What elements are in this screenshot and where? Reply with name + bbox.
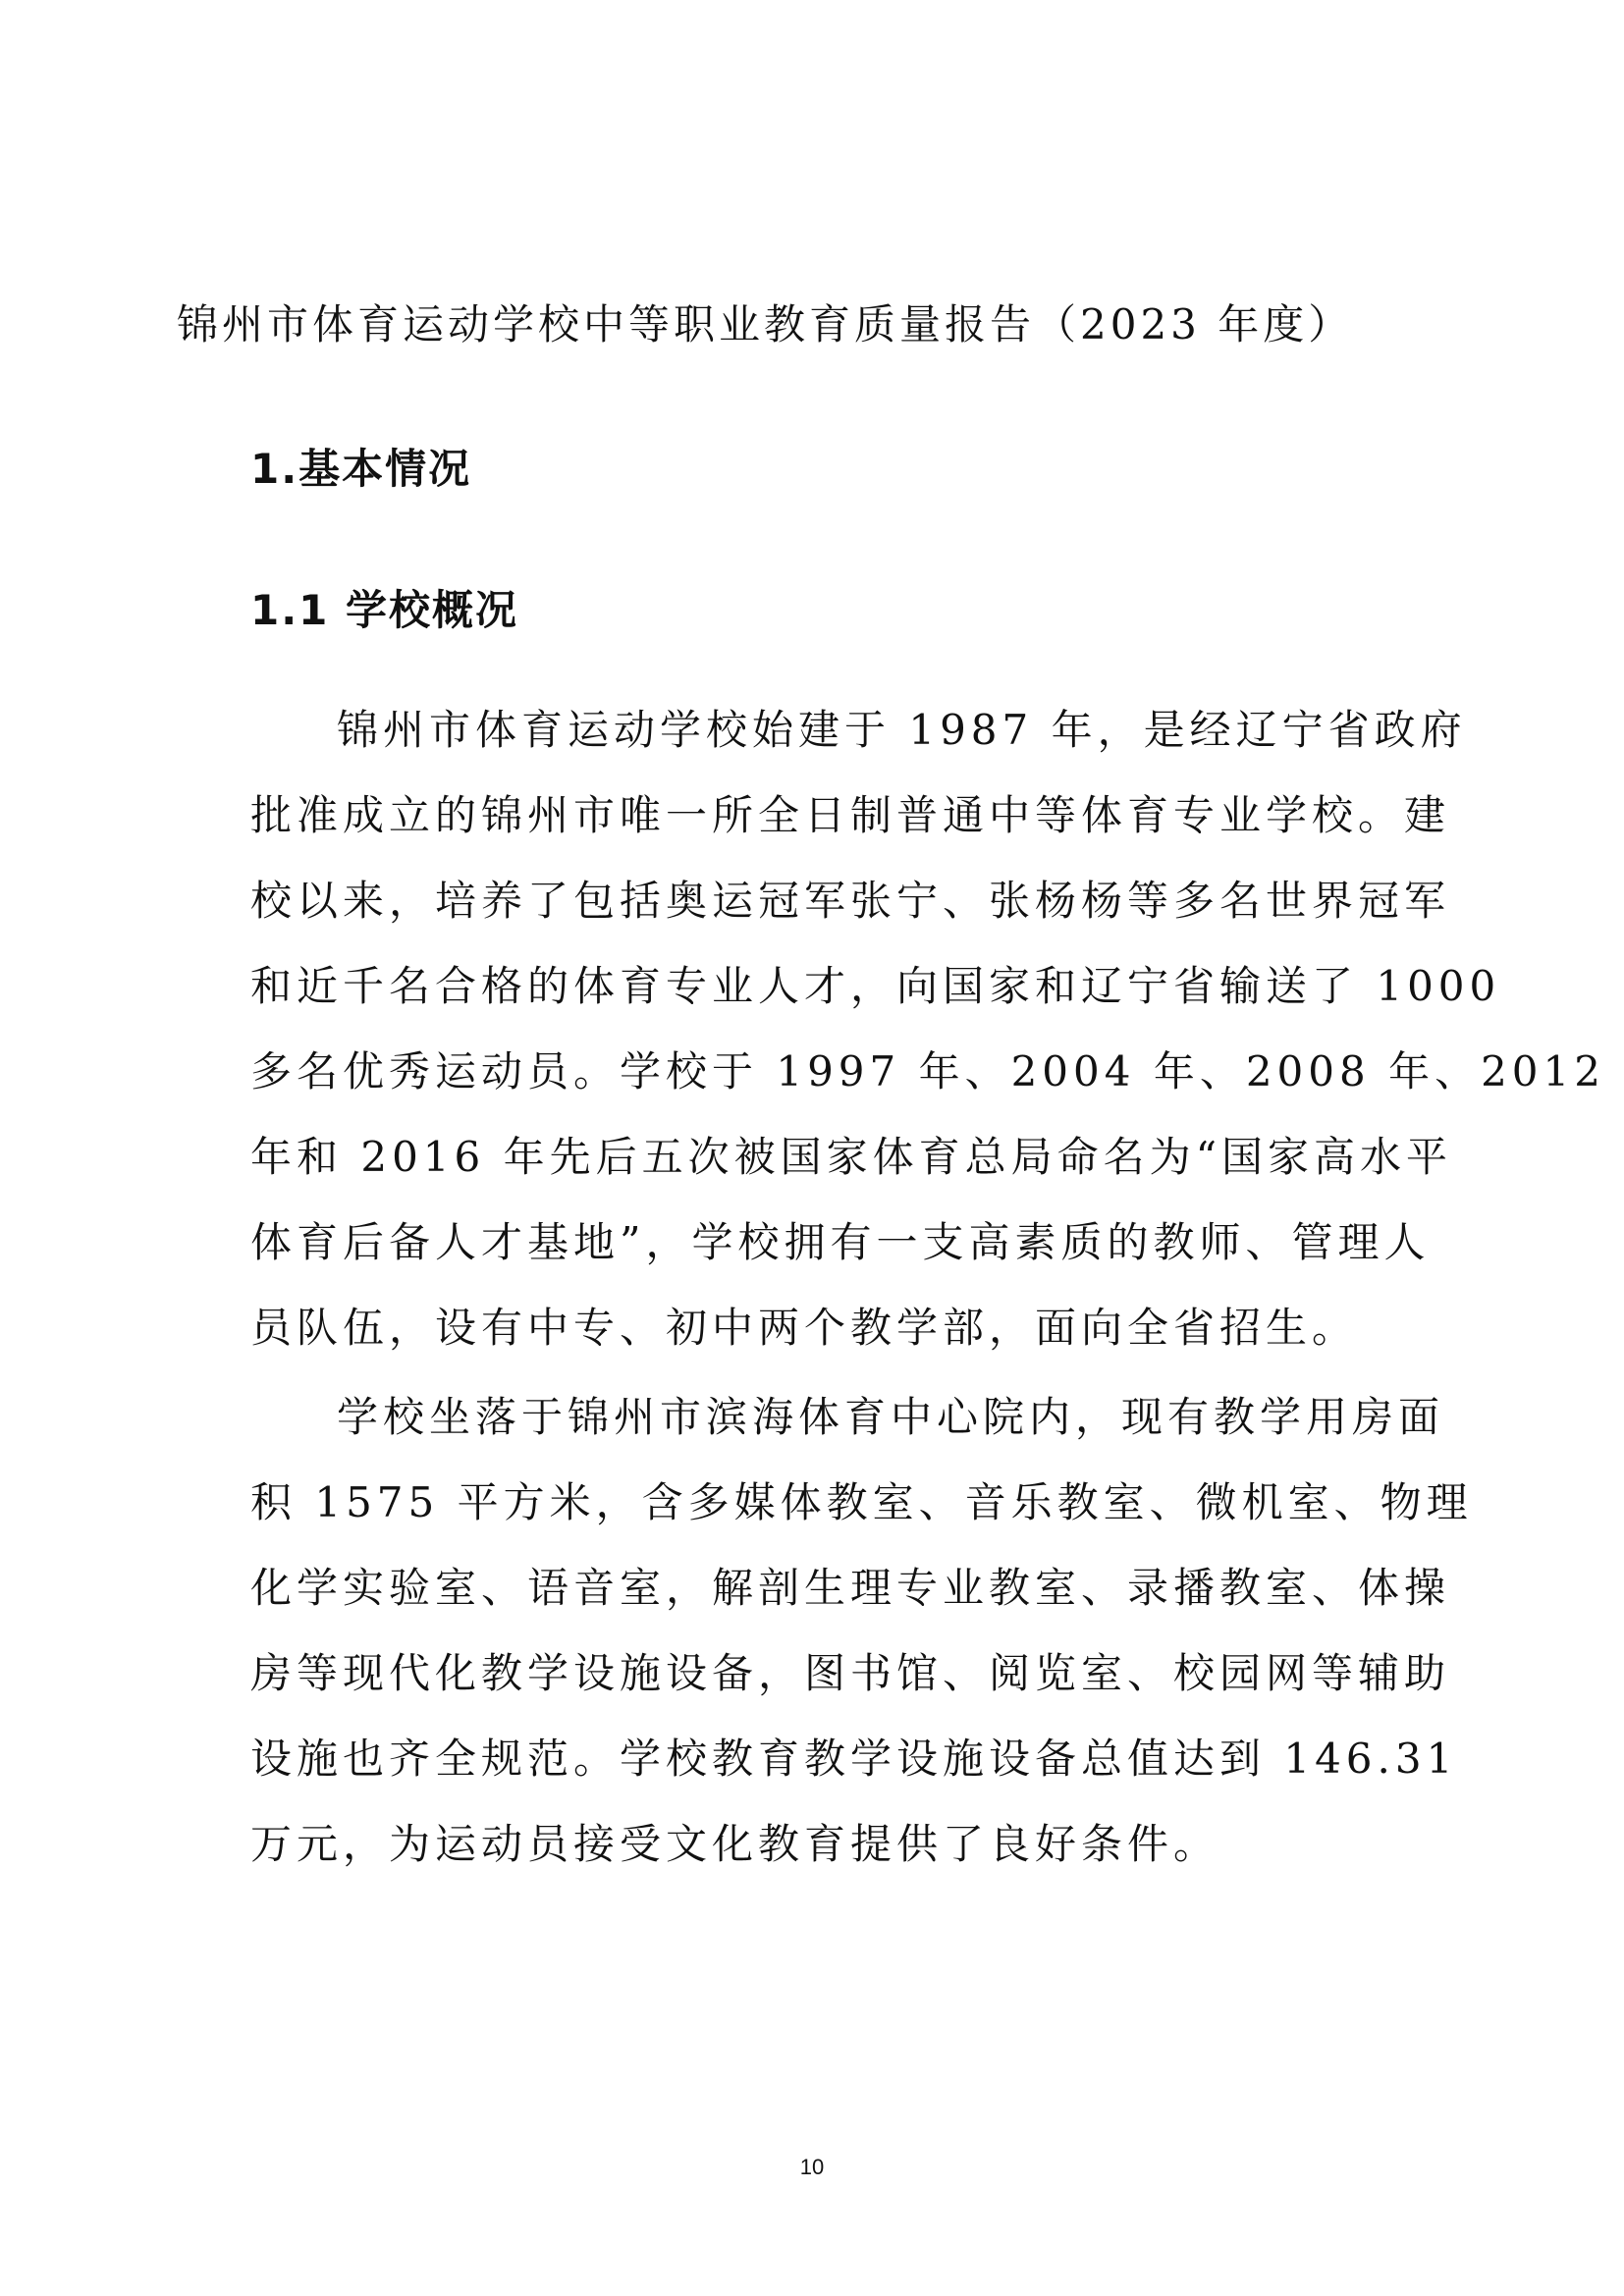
paragraph-line: 设施也齐全规范。学校教育教学设施设备总值达到 146.31 xyxy=(250,1735,1458,1783)
paragraph-line: 体育后备人才基地”，学校拥有一支高素质的教师、管理人 xyxy=(250,1218,1431,1266)
paragraph-line: 和近千名合格的体育专业人才，向国家和辽宁省输送了 1000 xyxy=(250,962,1501,1010)
paragraph-line: 房等现代化教学设施设备，图书馆、阅览室、校园网等辅助 xyxy=(250,1649,1451,1697)
paragraph-line: 积 1575 平方米，含多媒体教室、音乐教室、微机室、物理 xyxy=(250,1478,1473,1526)
paragraph-line: 员队伍，设有中专、初中两个教学部，面向全省招生。 xyxy=(250,1304,1359,1352)
paragraph-line: 化学实验室、语音室，解剖生理专业教室、录播教室、体操 xyxy=(250,1564,1451,1612)
paragraph-line: 年和 2016 年先后五次被国家体育总局命名为“国家高水平 xyxy=(250,1133,1453,1181)
section-heading: 1.基本情况 xyxy=(250,445,472,493)
paragraph-line: 锦州市体育运动学校始建于 1987 年，是经辽宁省政府 xyxy=(337,706,1467,754)
paragraph-line: 学校坐落于锦州市滨海体育中心院内，现有教学用房面 xyxy=(337,1393,1445,1441)
paragraph-line: 批准成立的锦州市唯一所全日制普通中等体育专业学校。建 xyxy=(250,791,1451,839)
paragraph-line: 多名优秀运动员。学校于 1997 年、2004 年、2008 年、2012 xyxy=(250,1047,1605,1095)
subsection-heading: 1.1 学校概况 xyxy=(250,586,519,634)
paragraph-school-history xyxy=(250,687,1605,1370)
report-title: 锦州市体育运动学校中等职业教育质量报告（2023 年度） xyxy=(177,300,1354,348)
page-number: 10 xyxy=(799,2155,825,2179)
paragraph-line: 校以来，培养了包括奥运冠军张宁、张杨杨等多名世界冠军 xyxy=(250,877,1451,925)
paragraph-school-facilities xyxy=(250,1374,1473,1887)
paragraph-line: 万元，为运动员接受文化教育提供了良好条件。 xyxy=(250,1820,1220,1868)
